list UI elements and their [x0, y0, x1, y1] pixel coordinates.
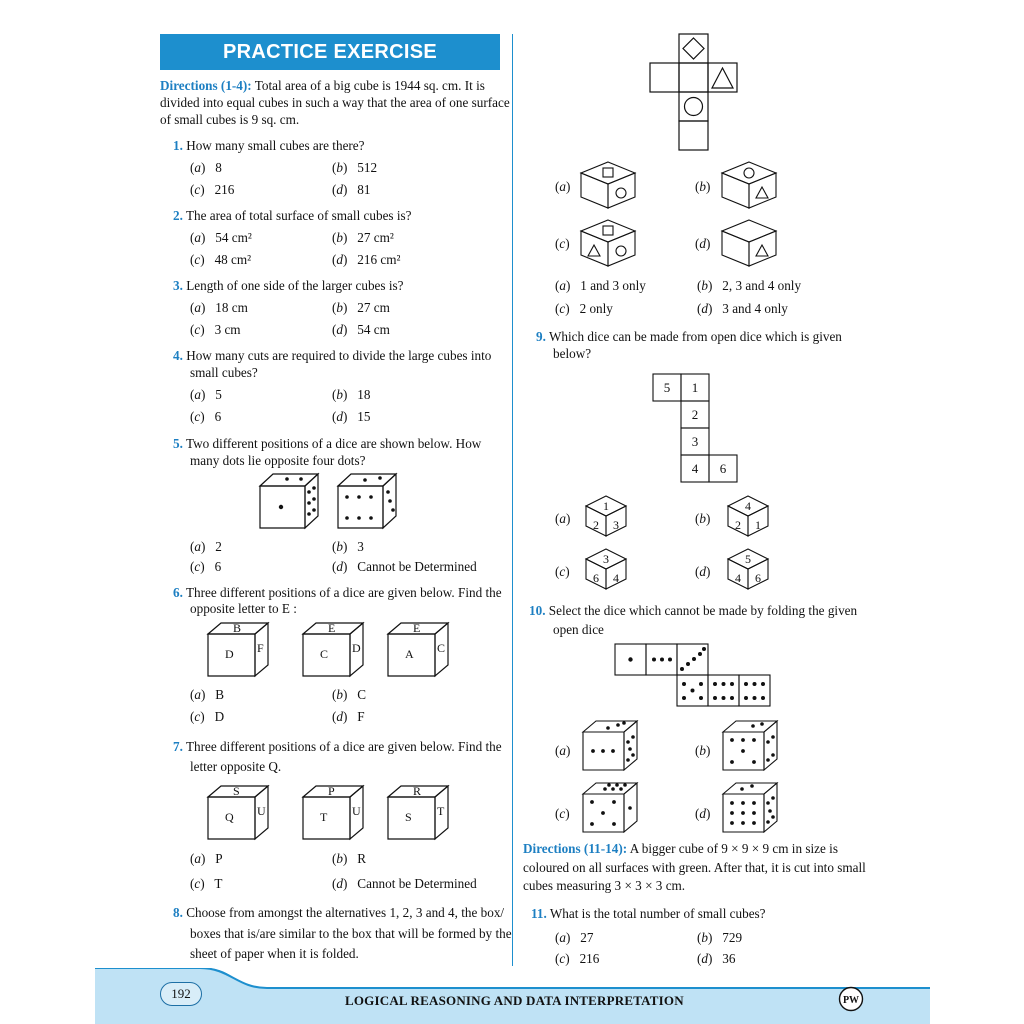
question-9: 9. Which dice can be made from open dice which is given	[536, 329, 842, 344]
q10-dice-d	[720, 780, 782, 834]
q7-die3-top: R	[413, 784, 422, 798]
q10-dice-c	[580, 780, 642, 834]
q9-fig-label-b: (b)	[695, 511, 711, 526]
q6-option-a[interactable]: (a) B	[190, 687, 225, 702]
svg-text:4: 4	[613, 571, 619, 585]
directions-1-4-line2: divided into equal cubes in such a way that the area of one surface	[160, 95, 510, 110]
q7-dice-figure	[205, 783, 465, 841]
q9-cube-c	[582, 547, 630, 591]
q8-cube-d	[718, 218, 780, 268]
question-10-line2: open dice	[553, 622, 604, 637]
q10-dice-a	[580, 718, 642, 772]
q6-die3-top: E	[413, 621, 421, 635]
q7-die3-side: T	[437, 804, 445, 818]
q2-option-d[interactable]: (d) 216 cm²	[332, 252, 401, 267]
q9-net-cell: 3	[691, 434, 699, 449]
q9-cube-b	[724, 494, 772, 538]
question-7-line2: letter opposite Q.	[190, 759, 282, 774]
q1-option-a[interactable]: (a) 8	[190, 160, 222, 175]
q10-fig-label-c: (c)	[555, 806, 570, 821]
q7-option-a[interactable]: (a) P	[190, 851, 223, 866]
q11-option-d[interactable]: (d) 36	[697, 951, 736, 966]
q8-option-c[interactable]: (c) 2 only	[555, 301, 613, 316]
q9-net-figure	[650, 372, 740, 484]
question-4-line2: small cubes?	[190, 365, 258, 380]
question-7: 7. Three different positions of a dice are given below. Find the	[173, 739, 502, 754]
q9-fig-label-d: (d)	[695, 564, 711, 579]
q6-dice-figure	[205, 620, 465, 678]
q1-option-b[interactable]: (b) 512	[332, 160, 378, 175]
q9-fig-label-c: (c)	[555, 564, 570, 579]
directions-1-4-line3: of small cubes is 9 sq. cm.	[160, 112, 300, 127]
directions-1-4: Directions (1-4): Total area of a big cube is 1944 sq. cm. It is	[160, 78, 485, 93]
page-number: 192	[160, 982, 202, 1006]
q4-option-c[interactable]: (c) 6	[190, 409, 222, 424]
svg-text:5: 5	[745, 552, 751, 566]
q5-option-b[interactable]: (b) 3	[332, 539, 364, 554]
q8-fig-label-d: (d)	[695, 236, 711, 251]
q8-net-figure	[648, 32, 740, 154]
q7-option-c[interactable]: (c) T	[190, 876, 223, 891]
question-8-line3: sheet of paper when it is folded.	[190, 946, 359, 961]
q1-option-d[interactable]: (d) 81	[332, 182, 371, 197]
q2-option-a[interactable]: (a) 54 cm²	[190, 230, 252, 245]
q9-net-cell: 2	[691, 407, 699, 422]
question-6-line2: opposite letter to E :	[190, 601, 297, 616]
q7-die2-front: T	[320, 810, 328, 824]
svg-text:3: 3	[603, 552, 609, 566]
q4-option-b[interactable]: (b) 18	[332, 387, 371, 402]
question-8-line2: boxes that is/are similar to the box that will be formed by the	[190, 926, 512, 941]
question-9-line2: below?	[553, 346, 592, 361]
triangle-icon	[712, 68, 733, 88]
q9-net-cell: 6	[719, 461, 727, 476]
svg-text:2: 2	[735, 518, 741, 532]
question-2: 2. The area of total surface of small cubes is?	[173, 208, 412, 223]
circle-icon	[685, 98, 703, 116]
q7-die2-side: U	[352, 804, 361, 818]
svg-text:1: 1	[755, 518, 761, 532]
q5-option-c[interactable]: (c) 6	[190, 559, 222, 574]
q6-die2-front: C	[320, 647, 329, 661]
column-divider	[512, 34, 513, 966]
question-1: 1. How many small cubes are there?	[173, 138, 365, 153]
q5-option-d[interactable]: (d) Cannot be Determined	[332, 559, 477, 574]
q1-option-c[interactable]: (c) 216	[190, 182, 235, 197]
footer-title: LOGICAL REASONING AND DATA INTERPRETATION	[345, 993, 684, 1008]
q5-option-a[interactable]: (a) 2	[190, 539, 222, 554]
directions-11-14-line2: coloured on all surfaces with green. After that, it is cut into small	[523, 860, 866, 875]
svg-text:4: 4	[745, 499, 751, 513]
q10-fig-label-d: (d)	[695, 806, 711, 821]
question-11: 11. What is the total number of small cubes?	[531, 906, 766, 921]
directions-11-14-line3: cubes measuring 3 × 3 × 3 cm.	[523, 878, 686, 893]
svg-text:2: 2	[593, 518, 599, 532]
question-3: 3. Length of one side of the larger cubes is?	[173, 278, 404, 293]
q6-die1-side: F	[257, 641, 264, 655]
q4-option-d[interactable]: (d) 15	[332, 409, 371, 424]
q7-die3-front: S	[405, 810, 412, 824]
q9-fig-label-a: (a)	[555, 511, 571, 526]
q6-die3-front: A	[405, 647, 414, 661]
q8-option-a[interactable]: (a) 1 and 3 only	[555, 278, 646, 293]
q11-option-c[interactable]: (c) 216	[555, 951, 600, 966]
svg-text:PW: PW	[842, 995, 860, 1006]
q6-die1-front: D	[225, 647, 234, 661]
q6-die2-side: D	[352, 641, 361, 655]
q10-fig-label-a: (a)	[555, 743, 571, 758]
pw-logo-icon	[838, 986, 864, 1012]
svg-text:6: 6	[593, 571, 599, 585]
q9-net-cell: 1	[691, 380, 699, 395]
question-4: 4. How many cuts are required to divide the large cubes into	[173, 348, 492, 363]
q11-option-a[interactable]: (a) 27	[555, 930, 594, 945]
q4-option-a[interactable]: (a) 5	[190, 387, 222, 402]
q3-option-d[interactable]: (d) 54 cm	[332, 322, 390, 337]
q3-option-c[interactable]: (c) 3 cm	[190, 322, 241, 337]
q9-cube-a	[582, 494, 630, 538]
question-6: 6. Three different positions of a dice are given below. Find the	[173, 585, 502, 600]
svg-text:1: 1	[603, 499, 609, 513]
question-10: 10. Select the dice which cannot be made by folding the given	[529, 603, 858, 618]
q8-cube-b	[718, 160, 780, 210]
svg-text:3: 3	[613, 518, 619, 532]
q8-cube-c	[577, 218, 639, 268]
q8-fig-label-c: (c)	[555, 236, 570, 251]
q7-die2-top: P	[328, 784, 335, 798]
q6-die2-top: E	[328, 621, 336, 635]
q7-option-d[interactable]: (d) Cannot be Determined	[332, 876, 477, 891]
q6-die3-side: C	[437, 641, 446, 655]
q8-option-b[interactable]: (b) 2, 3 and 4 only	[697, 278, 802, 293]
q6-option-d[interactable]: (d) F	[332, 709, 365, 724]
q7-die1-side: U	[257, 804, 266, 818]
q7-die1-top: S	[233, 784, 240, 798]
q2-option-c[interactable]: (c) 48 cm²	[190, 252, 252, 267]
q9-net-cell: 4	[691, 461, 699, 476]
q10-net-figure	[612, 642, 777, 710]
svg-text:4: 4	[735, 571, 741, 585]
q8-option-d[interactable]: (d) 3 and 4 only	[697, 301, 788, 316]
q6-die1-top: B	[233, 621, 242, 635]
q6-option-c[interactable]: (c) D	[190, 709, 225, 724]
q3-option-a[interactable]: (a) 18 cm	[190, 300, 248, 315]
q9-cube-d	[724, 547, 772, 591]
q10-fig-label-b: (b)	[695, 743, 711, 758]
question-5: 5. Two different positions of a dice are shown below. How	[173, 436, 482, 451]
q10-dice-b	[720, 718, 782, 772]
q9-net-cell: 5	[663, 380, 671, 395]
page-title: PRACTICE EXERCISE	[160, 34, 500, 70]
svg-text:6: 6	[755, 571, 761, 585]
q5-dice-figure	[255, 470, 405, 532]
q2-option-b[interactable]: (b) 27 cm²	[332, 230, 394, 245]
q8-fig-label-b: (b)	[695, 179, 711, 194]
directions-11-14: Directions (11-14): A bigger cube of 9 × 9 × 9 cm in size is	[523, 841, 838, 856]
q8-fig-label-a: (a)	[555, 179, 571, 194]
diamond-icon	[683, 38, 704, 59]
q7-option-b[interactable]: (b) R	[332, 851, 367, 866]
q7-die1-front: Q	[225, 810, 234, 824]
q3-option-b[interactable]: (b) 27 cm	[332, 300, 390, 315]
question-8: 8. Choose from amongst the alternatives 1, 2, 3 and 4, the box/	[173, 905, 505, 920]
q6-option-b[interactable]: (b) C	[332, 687, 367, 702]
q11-option-b[interactable]: (b) 729	[697, 930, 743, 945]
question-5-line2: many dots lie opposite four dots?	[190, 453, 366, 468]
q8-cube-a	[577, 160, 639, 210]
